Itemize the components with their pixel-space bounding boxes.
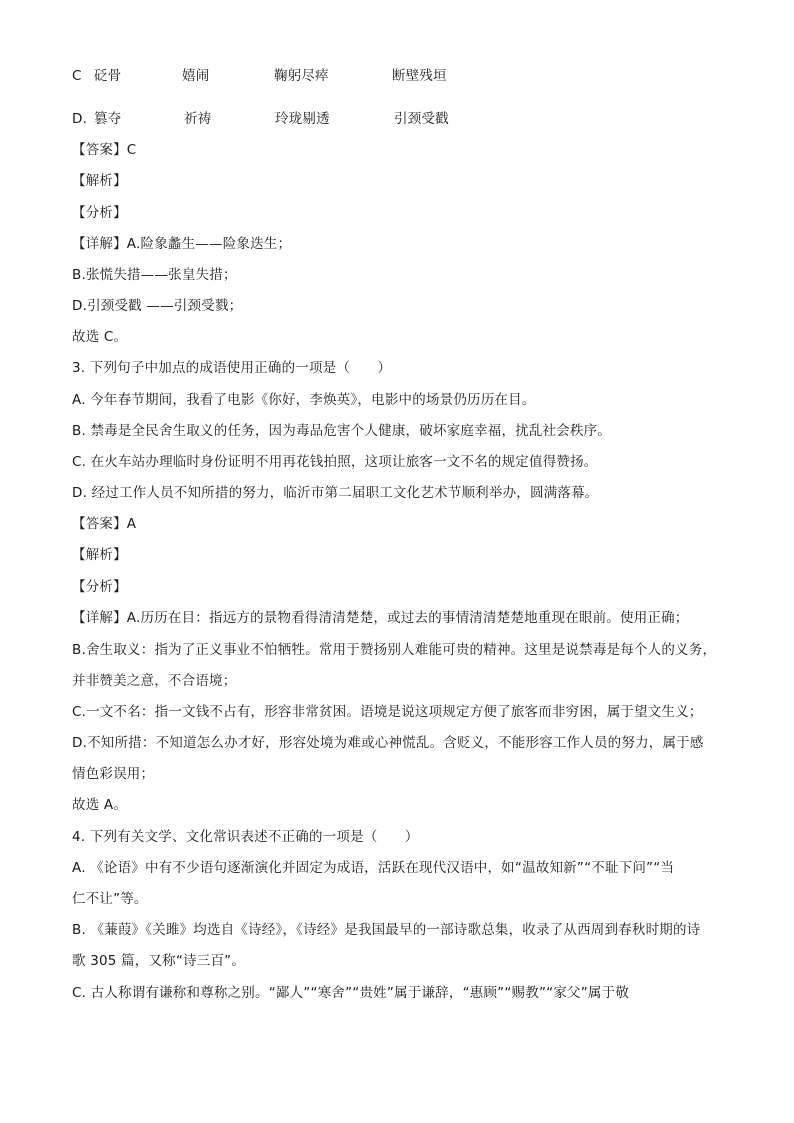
q3-detail-line: 并非赞美之意，不合语境； [72, 673, 237, 689]
q3-option: D. 经过工作人员不知所措的努力，临沂市第二届职工文化艺术节顺利举办，圆满落幕。 [72, 485, 599, 501]
q3-option: C. 在火车站办理临时身份证明不用再花钱拍照，这项让旅客一文不名的规定值得赞扬。 [72, 454, 598, 470]
option-c-word-4: 断壁残垣 [392, 68, 447, 84]
q3-answer: 【答案】A [72, 516, 137, 532]
q3-jiexi-heading: 【解析】 [72, 547, 127, 563]
q2-detail-line: 【详解】A.险象蠡生——险象迭生； [72, 236, 292, 252]
option-c-word-2: 嬉闹 [182, 68, 210, 84]
q2-answer: 【答案】C [72, 142, 137, 158]
q4-line: C. 古人称谓有谦称和尊称之别。“鄙人”“寒舍”“贵姓”属于谦辞，“惠顾”“赐教”“家父”属于敬 [72, 985, 630, 1001]
q2-conclusion: 故选 C。 [72, 329, 128, 345]
option-d-word-3: 玲珑剔透 [275, 111, 330, 127]
option-d-label: D. [72, 111, 88, 127]
q3-detail-line: D.不知所措：不知道怎么办才好，形容处境为难或心神慌乱。含贬义，不能形容工作人员的努力，属于感 [72, 735, 704, 751]
q3-detail-line: C.一文不名：指一文钱不占有，形容非常贫困。语境是说这项规定方便了旅客而非穷困，属于望文生义； [72, 704, 703, 720]
q3-detail-line: 【详解】A.历历在目：指远方的景物看得清清楚楚，或过去的事情清清楚楚地重现在眼前。使用正确； [72, 610, 689, 626]
q3-option: B. 禁毒是全民舍生取义的任务，因为毒品危害个人健康，破坏家庭幸福，扰乱社会秩序。 [72, 423, 612, 439]
q4-line: 仁不让”等。 [72, 891, 148, 907]
q2-detail-line: D.引颈受戳 ——引颈受戮； [72, 298, 243, 314]
q3-fenxi-heading: 【分析】 [72, 579, 127, 595]
option-d-word-4: 引颈受戳 [394, 111, 449, 127]
option-c-word-3: 鞠躬尽瘁 [274, 68, 329, 84]
option-c-label: C [72, 68, 82, 84]
option-d-word-2: 祈祷 [184, 111, 212, 127]
q2-detail-line: B.张慌失措——张皇失措； [72, 267, 237, 283]
option-d-word-1: 篡夺 [94, 111, 122, 127]
option-c-word-1: 砭骨 [94, 68, 122, 84]
q2-jiexi-heading: 【解析】 [72, 173, 127, 189]
q3-option: A. 今年春节期间，我看了电影《你好，李焕英》，电影中的场景仍历历在目。 [72, 392, 536, 408]
q4-line: B. 《蒹葭》《关雎》均选自《诗经》，《诗经》是我国最早的一部诗歌总集，收录了从西周到春秋时期的诗 [72, 922, 701, 938]
q3-detail-line: B.舍生取义：指为了正义事业不怕牺牲。常用于赞扬别人难能可贵的精神。这里是说禁毒是每个人的义务， [72, 642, 717, 658]
q4-question: 4. 下列有关文学、文化常识表述不正确的一项是（ ） [72, 829, 419, 845]
q4-line: A. 《论语》中有不少语句逐渐演化并固定为成语，活跃在现代汉语中，如“温故知新”“不耻下问”“当 [72, 860, 675, 876]
q3-detail-line: 情色彩误用； [72, 766, 155, 782]
q3-conclusion: 故选 A。 [72, 797, 128, 813]
q3-question: 3. 下列句子中加点的成语使用正确的一项是（ ） [72, 360, 392, 376]
q4-line: 歌 305 篇，又称“诗三百”。 [72, 953, 246, 969]
q2-fenxi-heading: 【分析】 [72, 205, 127, 221]
